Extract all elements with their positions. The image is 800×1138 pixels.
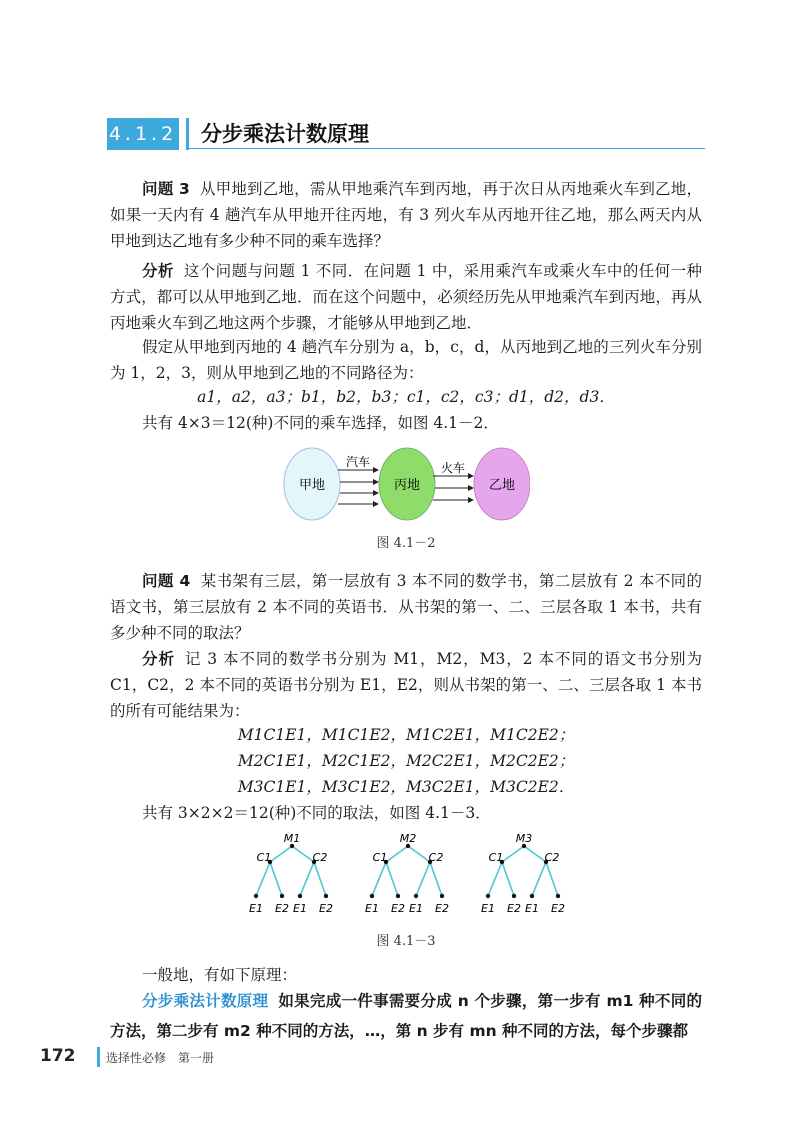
analysis-3-label: 分析 [142, 262, 174, 280]
principle [110, 986, 702, 1046]
path-list: a1，a2，a3；b1，b2，b3；c1，c2，c3；d1，d2，d3． [197, 388, 615, 406]
result-row-3: M3C1E1，M3C1E2，M3C2E1，M3C2E2． [237, 778, 575, 796]
tree-root-label: M2 [399, 832, 417, 845]
analysis-3-total: 共有 4×3＝12(种)不同的乘车选择，如图 4.1－2． [142, 414, 499, 432]
node-bing-label: 丙地 [393, 478, 421, 493]
tree-leaf-label: E2 [319, 902, 333, 915]
problem-3-label: 问题 3 [142, 180, 190, 198]
tree-leaf-label: E1 [409, 902, 423, 915]
tree-edge [256, 862, 270, 896]
analysis-4-text: 记 3 本不同的数学书分别为 M1，M2，M3，2 本不同的语文书分别为 C1，C2，2 本不同的英语书分别为 E1，E2，则从书架的第一、二、三层各取 1 本书的所有可能结果为： [110, 650, 702, 720]
tree-leaf-label: E1 [481, 902, 495, 915]
tree-edge [488, 862, 502, 896]
tree-leaf-dot [370, 894, 374, 898]
principle-text: 如果完成一件事需要分成 n 个步骤，第一步有 m1 种不同的方法，第二步有 m2 种不同的方法，…，第 n 步有 mn 种不同的方法，每个步骤都 [110, 992, 702, 1040]
section-divider [186, 118, 189, 150]
tree-edge [386, 862, 398, 896]
tree-mid-label: C1 [488, 851, 504, 864]
figure-4-1-2 [280, 446, 530, 526]
node-jia-label: 甲地 [298, 478, 326, 493]
tree-leaf-label: E2 [435, 902, 449, 915]
tree-edge [372, 862, 386, 896]
problem-4-text: 某书架有三层，第一层放有 3 本不同的数学书，第二层放有 2 本不同的语文书，第三层放有 2 本不同的英语书．从书架的第一、二、三层各取 1 本书，共有多少种不同的取法？ [110, 572, 702, 642]
tree-edge [300, 862, 314, 896]
problem-3 [110, 176, 702, 254]
tree-mid-label: C2 [312, 851, 328, 864]
tree-edge [270, 846, 292, 862]
tree-edge [502, 846, 524, 862]
tree-leaf-dot [414, 894, 418, 898]
result-row-1: M1C1E1，M1C1E2，M1C2E1，M1C2E2； [237, 726, 575, 744]
analysis-3-text: 这个问题与问题 1 不同．在问题 1 中，采用乘汽车或乘火车中的任何一种方式，都可以从甲地到乙地．而在这个问题中，必须经历先从甲地乘汽车到丙地，再从丙地乘火车到乙地这两个步骤，才能够从甲地到乙地． [110, 262, 702, 332]
section-underline [189, 148, 705, 149]
tree-edge [408, 846, 430, 862]
tree-mid-label: C1 [372, 851, 388, 864]
tree-edge [502, 862, 514, 896]
tree-mid-label: C2 [428, 851, 444, 864]
tree-leaf-dot [324, 894, 328, 898]
problem-3-text: 从甲地到乙地，需从甲地乘汽车到丙地，再于次日从丙地乘火车到乙地，如果一天内有 4 趟汽车从甲地开往丙地，有 3 列火车从丙地开往乙地，那么两天内从甲地到达乙地有多少种不同的乘车选择？ [110, 180, 702, 250]
figure-4-1-3-caption: 图 4.1－3 [376, 934, 436, 949]
figure-4-1-3 [240, 832, 580, 922]
analysis-4 [110, 646, 702, 724]
tree-leaf-dot [530, 894, 534, 898]
tree-edge [314, 862, 326, 896]
analysis-4-total: 共有 3×2×2＝12(种)不同的取法，如图 4.1－3． [142, 804, 491, 822]
tree-leaf-dot [254, 894, 258, 898]
tree-edge [386, 846, 408, 862]
analysis-3-assume: 假定从甲地到丙地的 4 趟汽车分别为 a，b，c，d，从丙地到乙地的三列火车分别为 1，2，3，则从甲地到乙地的不同路径为： [110, 338, 702, 382]
tree-mid-label: C2 [544, 851, 560, 864]
analysis-3 [110, 258, 702, 336]
tree-leaf-dot [556, 894, 560, 898]
result-row-2: M2C1E1，M2C1E2，M2C2E1，M2C2E2； [237, 752, 575, 770]
tree-leaf-label: E1 [293, 902, 307, 915]
node-yi-label: 乙地 [488, 478, 516, 493]
problem-4 [110, 568, 702, 646]
tree-leaf-dot [280, 894, 284, 898]
tree-edge [270, 862, 282, 896]
page-number: 172 [40, 1046, 76, 1066]
principle-term: 分步乘法计数原理 [142, 992, 269, 1010]
tree-leaf-label: E1 [365, 902, 379, 915]
tree-leaf-dot [486, 894, 490, 898]
section-title: 分步乘法计数原理 [201, 122, 369, 146]
footer-divider [97, 1047, 100, 1067]
tree-edge [416, 862, 430, 896]
tree-leaf-label: E2 [507, 902, 521, 915]
tree-leaf-label: E1 [249, 902, 263, 915]
edge-train-label: 火车 [440, 461, 466, 475]
edge-bus-label: 汽车 [345, 455, 371, 469]
tree-edge [546, 862, 558, 896]
tree-edge [532, 862, 546, 896]
tree-leaf-label: E2 [551, 902, 565, 915]
section-number: 4.1.2 [107, 118, 179, 150]
tree-edge [524, 846, 546, 862]
problem-4-label: 问题 4 [142, 572, 191, 590]
tree-leaf-dot [396, 894, 400, 898]
tree-leaf-label: E2 [275, 902, 289, 915]
tree-leaf-dot [298, 894, 302, 898]
analysis-4-label: 分析 [142, 650, 175, 668]
tree-leaf-dot [512, 894, 516, 898]
tree-root-label: M1 [283, 832, 301, 845]
tree-leaf-label: E2 [391, 902, 405, 915]
tree-edge [292, 846, 314, 862]
tree-mid-label: C1 [256, 851, 272, 864]
tree-leaf-label: E1 [525, 902, 539, 915]
general-intro: 一般地，有如下原理： [142, 966, 298, 984]
figure-4-1-2-caption: 图 4.1－2 [376, 536, 436, 551]
book-title: 选择性必修 第一册 [106, 1051, 215, 1065]
tree-leaf-dot [440, 894, 444, 898]
tree-root-label: M3 [515, 832, 533, 845]
tree-edge [430, 862, 442, 896]
